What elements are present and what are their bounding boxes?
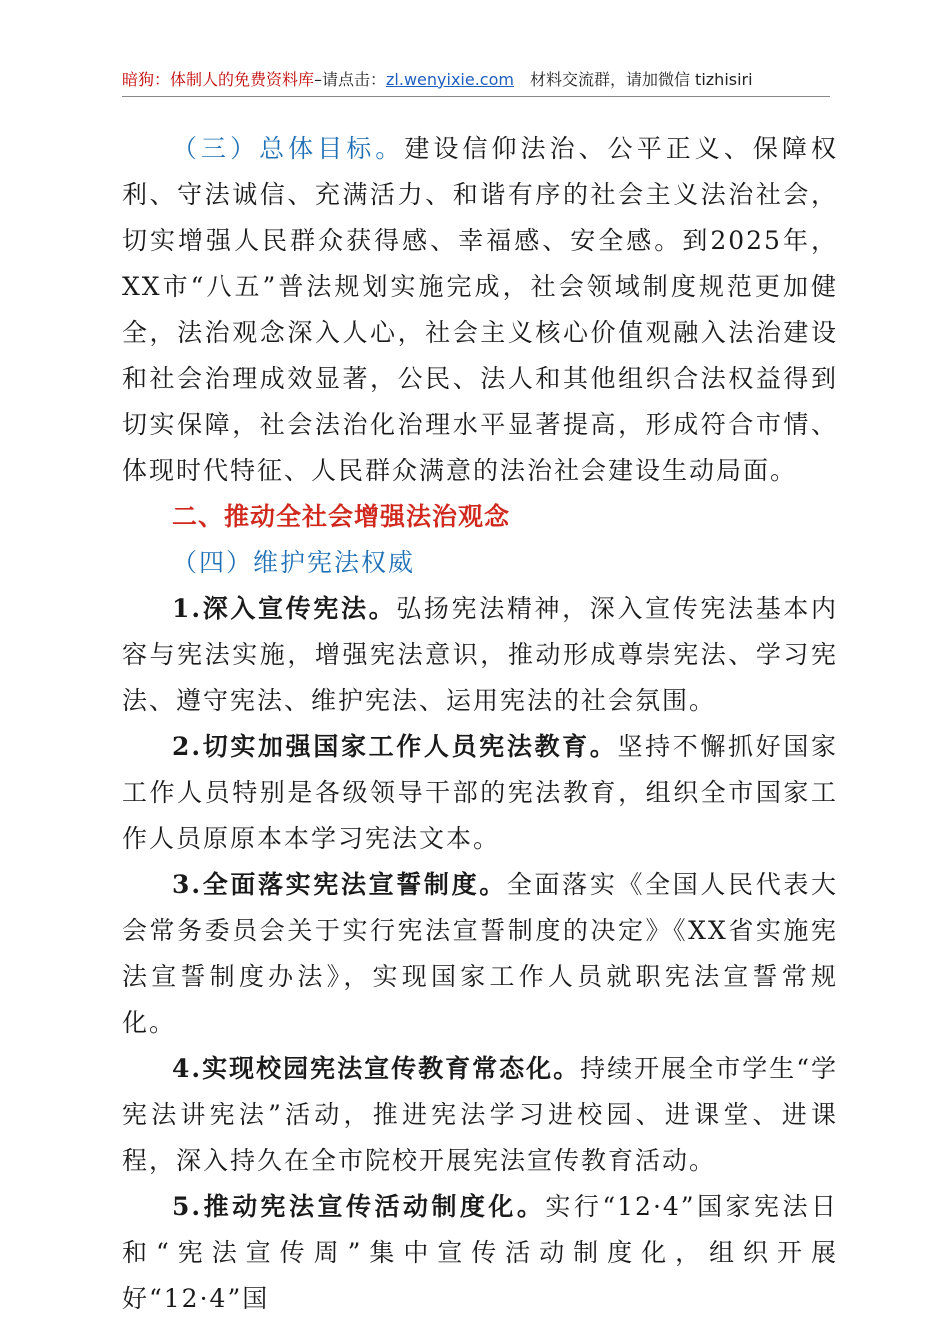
item-lead: 4.实现校园宪法宣传教育常态化。 <box>172 1054 581 1083</box>
section-heading-4: （四）维护宪法权威 <box>172 548 416 577</box>
item-body: 弘扬宪法精神，深入宣传宪法基本内容与宪法实施，增强宪法意识，推动形成尊崇宪法、学习宪法、遵守宪法、维护宪法、运用宪法的社会氛围。 <box>122 594 838 715</box>
chapter-heading-2: 二、推动全社会增强法治观念 <box>172 502 511 531</box>
item-body: 全面落实《全国人民代表大会常务委员会关于实行宪法宣誓制度的决定》《XX省实施宪法宣誓制度办法》，实现国家工作人员就职宪法宣誓常规化。 <box>122 870 838 1037</box>
list-item <box>122 724 838 862</box>
document-body <box>122 126 838 1322</box>
list-item <box>122 1184 838 1322</box>
item-body: 持续开展全市学生“学宪法讲宪法”活动，推进宪法学习进校园、进课堂、进课程，深入持久在全市院校开展宪法宣传教育活动。 <box>122 1054 838 1175</box>
header-click-prompt: –请点击： <box>314 70 387 89</box>
item-lead: 2.切实加强国家工作人员宪法教育。 <box>172 732 618 761</box>
section-heading-3: （三）总体目标。 <box>172 134 405 163</box>
list-item <box>122 1046 838 1184</box>
item-lead: 5.推动宪法宣传活动制度化。 <box>172 1192 546 1221</box>
header-brand: 暗狗：体制人的免费资料库 <box>122 70 315 89</box>
item-lead: 1.深入宣传宪法。 <box>172 594 397 623</box>
list-item <box>122 862 838 1046</box>
item-body: 坚持不懈抓好国家工作人员特别是各级领导干部的宪法教育，组织全市国家工作人员原原本本学习宪法文本。 <box>122 732 838 853</box>
paragraph-text: 建设信仰法治、公平正义、保障权利、守法诚信、充满活力、和谐有序的社会主义法治社会，切实增强人民群众获得感、幸福感、安全感。到2025年，XX市“八五”普法规划实施完成，社会领域制度规范更加健全，法治观念深入人心，社会主义核心价值观融入法治建设和社会治理成效显著，公民、法人和其他组织合法权益得到切实保障，社会法治化治理水平显著提高，形成符合市情、体现时代特征、人民群众满意的法治社会建设生动局面。 <box>122 134 838 485</box>
header-contact: 材料交流群，请加微信 tizhisiri <box>529 70 753 89</box>
header-link[interactable]: zl.wenyixie.com <box>386 70 514 89</box>
page-header <box>122 70 830 90</box>
header-divider <box>122 96 830 97</box>
list-item <box>122 586 838 724</box>
paragraph-overall-goal <box>122 126 838 494</box>
item-lead: 3.全面落实宪法宣誓制度。 <box>172 870 507 899</box>
item-body: 实行“12·4”国家宪法日和“宪法宣传周”集中宣传活动制度化，组织开展好“12·4”国 <box>122 1192 838 1313</box>
